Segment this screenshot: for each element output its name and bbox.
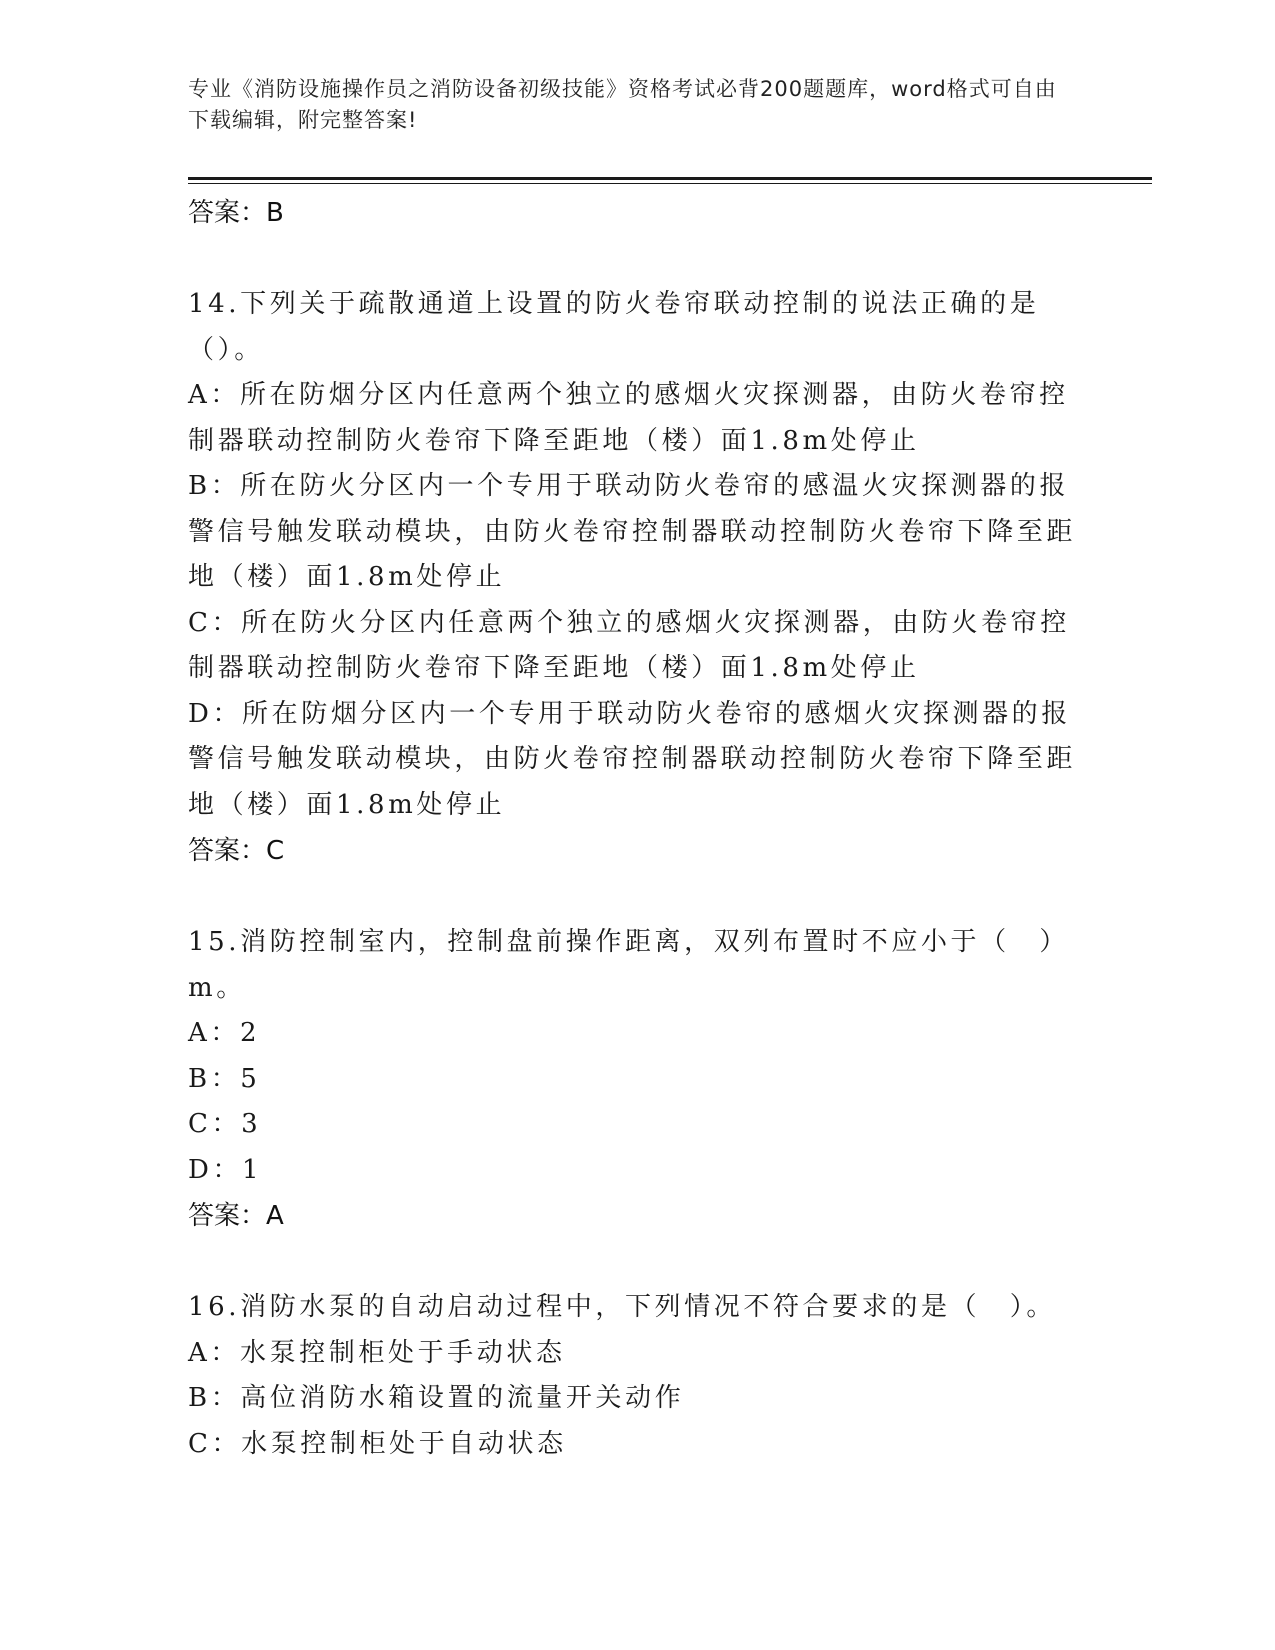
header-rule-thick: [188, 177, 1152, 180]
option-a: A：所在防烟分区内任意两个独立的感烟火灾探测器，由防火卷帘控制器联动控制防火卷帘下降至距地（楼）面1.8m处停止: [188, 380, 1069, 456]
question-block-15: [188, 920, 1088, 1239]
spacer: [188, 1239, 1088, 1285]
option-a: A：水泵控制柜处于手动状态: [188, 1337, 566, 1368]
option-c: C：3: [188, 1109, 262, 1139]
previous-answer: 答案：B: [188, 198, 284, 228]
question-stem: 15.消防控制室内，控制盘前操作距离，双列布置时不应小于（ ）m。: [188, 927, 1056, 1003]
option-b: B：高位消防水箱设置的流量开关动作: [188, 1383, 685, 1413]
option-c: C：所在防火分区内任意两个独立的感烟火灾探测器，由防火卷帘控制器联动控制防火卷帘下降至距地（楼）面1.8m处停止: [188, 607, 1070, 683]
header-rule-thin: [188, 183, 1152, 184]
question-block-14: [188, 282, 1088, 874]
document-header-title: 专业《消防设施操作员之消防设备初级技能》资格考试必背200题题库，word格式可自由下载编辑，附完整答案!: [188, 77, 1057, 132]
option-c: C：水泵控制柜处于自动状态: [188, 1428, 567, 1459]
option-b: B：所在防火分区内一个专用于联动防火卷帘的感温火灾探测器的报警信号触发联动模块，由防火卷帘控制器联动控制防火卷帘下降至距地（楼）面1.8m处停止: [188, 471, 1077, 592]
option-d: D：所在防烟分区内一个专用于联动防火卷帘的感烟火灾探测器的报警信号触发联动模块，由防火卷帘控制器联动控制防火卷帘下降至距地（楼）面1.8m处停止: [188, 698, 1077, 820]
option-d: D：1: [188, 1154, 263, 1185]
question-answer: 答案：C: [188, 836, 285, 866]
spacer: [188, 236, 1088, 282]
question-stem: 14.下列关于疏散通道上设置的防火卷帘联动控制的说法正确的是（）。: [188, 289, 1040, 365]
option-a: A：2: [188, 1018, 261, 1048]
option-b: B：5: [188, 1063, 261, 1094]
question-answer: 答案：A: [188, 1201, 284, 1231]
question-stem: 16.消防水泵的自动启动过程中，下列情况不符合要求的是（ ）。: [188, 1292, 1056, 1322]
spacer: [188, 874, 1088, 920]
question-content: [188, 190, 1088, 1467]
question-block-16: [188, 1285, 1088, 1467]
